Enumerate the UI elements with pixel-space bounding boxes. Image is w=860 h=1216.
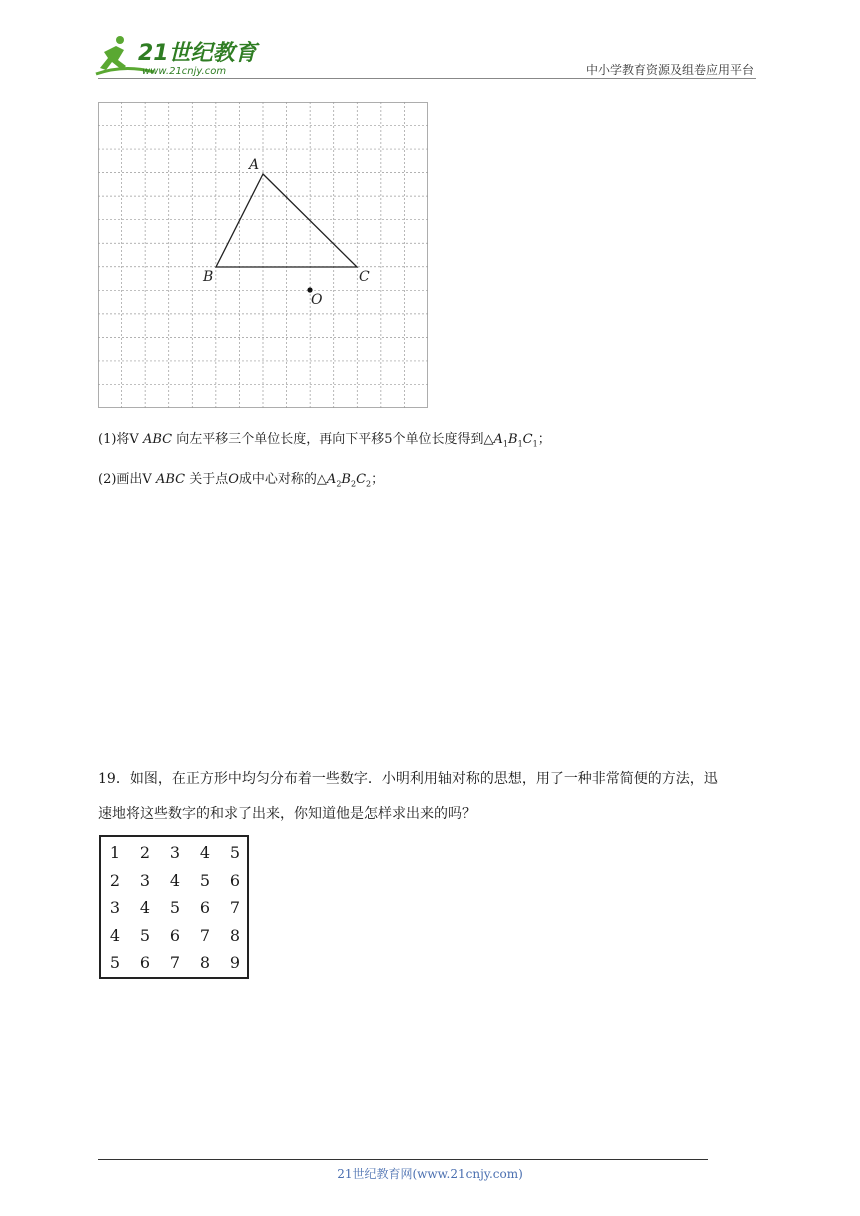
number-cell: 7 [199,925,211,945]
q2-res-sub-2: 2 [350,479,357,489]
number-cell: 3 [139,870,151,890]
label-b: B [203,269,214,285]
number-cell: 3 [109,898,121,917]
number-cell: 6 [199,898,211,917]
number-cell: 6 [229,870,241,890]
q2-res-sub-3: 2 [366,479,372,489]
q2-res-b: B [341,472,351,487]
q2-prefix: (2)画出 [98,472,143,487]
number-cell: 4 [169,870,181,890]
label-c: C [359,269,370,285]
page-header [0,0,860,90]
number-cell: 5 [199,870,211,890]
label-o: O [311,292,323,308]
footer-text: 21世纪教育网(www.21cnjy.com) [337,1167,523,1181]
q1-res-a: A [493,432,503,447]
number-cell: 8 [229,925,241,945]
number-cell: 1 [109,843,121,862]
logo-text: 21世纪教育 [138,41,257,66]
number-cell: 5 [229,843,241,862]
q2-text-2: 成中心对称的△ [238,472,327,487]
q1-text: 向左平移三个单位长度，再向下平移 [176,432,385,447]
q2-point: O [228,472,239,487]
number-cell: 8 [199,953,211,972]
number-cell: 4 [109,925,121,945]
logo [94,34,264,78]
grid-figure [98,102,428,408]
grid-lines [98,102,428,408]
q2-text: 关于点 [189,472,229,487]
number-cell: 9 [229,953,241,972]
q1-res-b: B [508,432,518,447]
q2-res-sub-1: 2 [336,479,342,489]
q1-prefix: (1)将 [98,432,130,447]
q1-number: 5 [384,432,393,447]
number-cell: 5 [139,925,151,945]
q1-res-sub-2: 1 [517,439,523,449]
q2-res-c: C [356,472,367,487]
number-cell: 3 [169,843,181,862]
q2-end: ； [371,472,385,487]
header-divider [98,78,756,79]
q1-triangle-name: ABC [142,432,173,447]
q1-res-c: C [522,432,533,447]
number-cell: 2 [109,870,121,890]
header-platform-text: 中小学教育资源及组卷应用平台 [585,63,754,77]
footer-divider [98,1159,708,1160]
q1-text-2: 个单位长度得到△ [392,432,494,447]
number-cell: 6 [169,925,181,945]
number-cell: 4 [199,843,211,862]
number-cell: 5 [109,953,121,972]
label-a: A [249,157,260,173]
q1-res-sub-1: 1 [502,439,509,449]
question-19-line-2: 速地将这些数字的和求了出来，你知道他是怎样求出来的吗？ [98,806,476,822]
q1-end: ； [537,432,551,447]
number-cell: 2 [139,843,151,862]
q2-res-a: A [326,472,337,487]
q2-triangle-symbol: V [142,472,152,487]
logo-url: www.21cnjy.com [142,66,227,77]
number-cell: 7 [229,898,241,917]
q1-triangle-symbol: V [129,432,139,447]
number-square [99,835,249,979]
number-cell: 6 [139,953,151,972]
q2-triangle-name: ABC [155,472,186,487]
number-cell: 7 [169,953,181,972]
q1-res-sub-3: 1 [532,439,538,449]
question-part-1 [98,428,551,449]
question-part-2 [98,468,384,489]
number-cell: 4 [139,898,151,917]
question-19-line-1: 19．如图，在正方形中均匀分布着一些数字．小明利用轴对称的思想，用了一种非常简便的方法，迅 [98,771,718,787]
number-cell: 5 [169,898,181,917]
